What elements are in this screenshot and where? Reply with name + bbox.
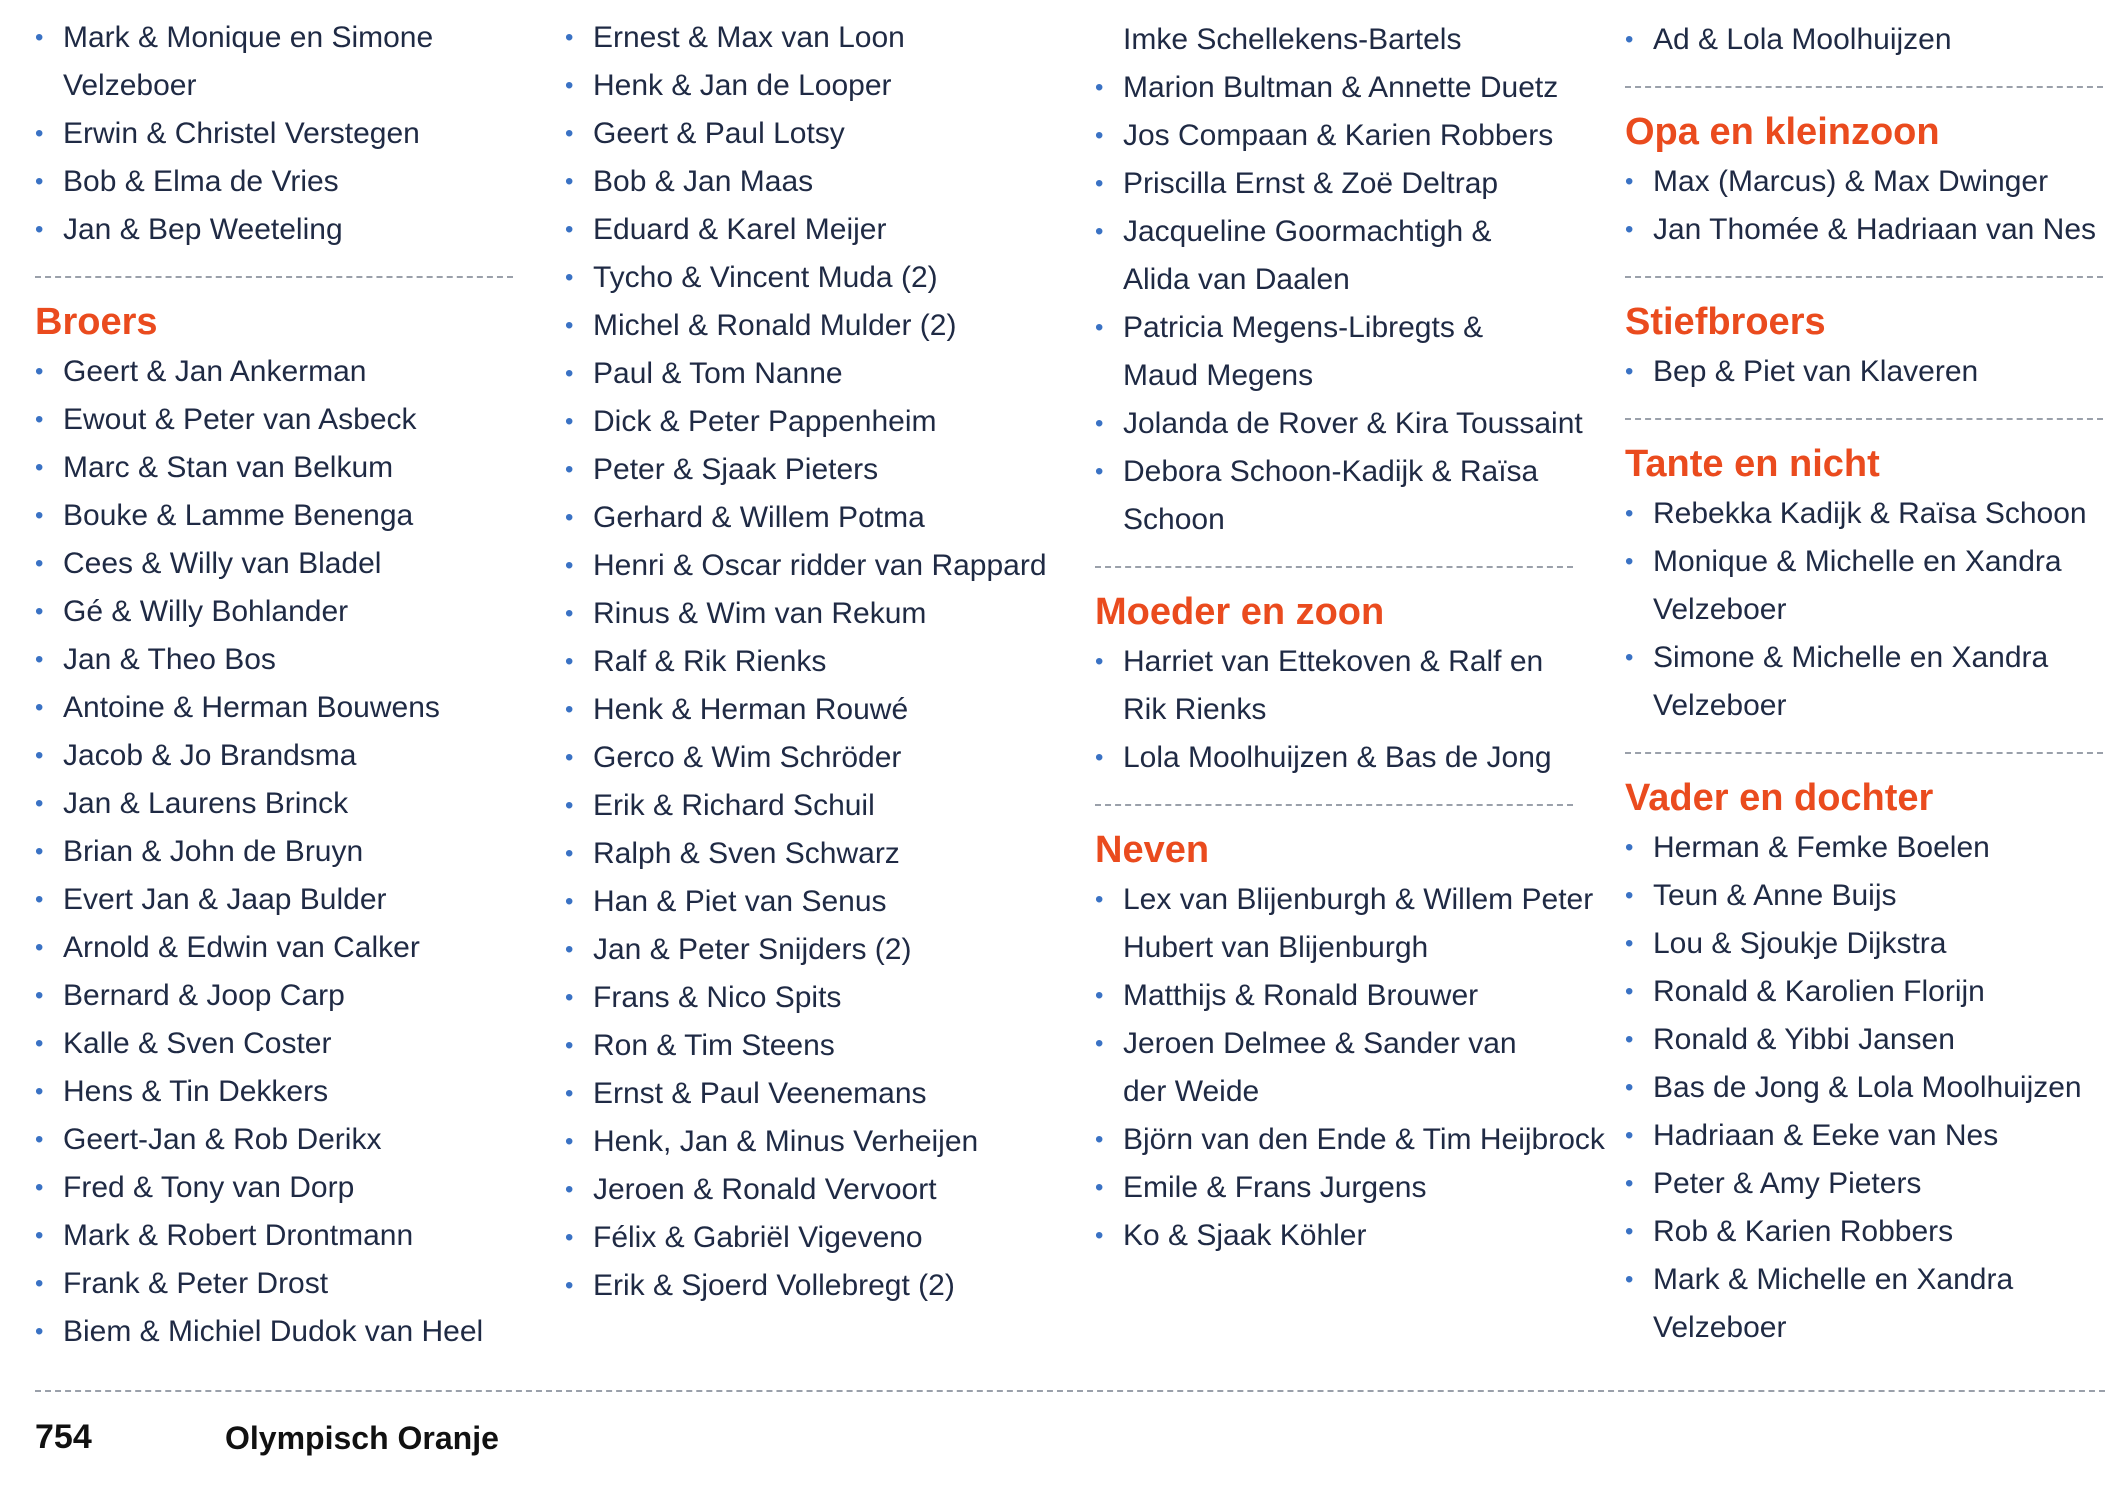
- list-item: • Jan & Peter Snijders (2): [565, 926, 1055, 974]
- list-item: • Jan & Bep Weeteling: [35, 206, 515, 254]
- publication-title: Olympisch Oranje: [225, 1420, 499, 1456]
- divider: [1095, 566, 1573, 568]
- list-item: • Priscilla Ernst & Zoë Deltrap: [1095, 160, 1585, 208]
- list-item: • Jan & Theo Bos: [35, 636, 515, 684]
- section-heading-broers: Broers: [35, 301, 158, 343]
- list-item: • Fred & Tony van Dorp: [35, 1164, 515, 1212]
- list-item: • Rinus & Wim van Rekum: [565, 590, 1055, 638]
- list-item: • Rob & Karien Robbers: [1625, 1208, 2105, 1256]
- list-item: • Geert & Jan Ankerman: [35, 348, 515, 396]
- list-item: • Frank & Peter Drost: [35, 1260, 515, 1308]
- column-3: [1095, 16, 1605, 1260]
- list-item: Velzeboer: [1653, 593, 1787, 626]
- section-heading-moeder-en-zoon: Moeder en zoon: [1095, 591, 1385, 633]
- list-item: • Erik & Richard Schuil: [565, 782, 1055, 830]
- pairs-list: [35, 14, 515, 254]
- divider: [35, 276, 513, 278]
- section-heading-neven: Neven: [1095, 829, 1210, 871]
- list-item: • Ad & Lola Moolhuijzen: [1625, 16, 2105, 64]
- list-item: • Gerhard & Willem Potma: [565, 494, 1055, 542]
- list-item: • Ralf & Rik Rienks: [565, 638, 1055, 686]
- list-item: • Kalle & Sven Coster: [35, 1020, 515, 1068]
- list-item: Rik Rienks: [1123, 693, 1267, 726]
- column-2: [565, 14, 1055, 1310]
- list-item: • Patricia Megens-Libregts &: [1095, 304, 1585, 352]
- list-item: • Jeroen & Ronald Vervoort: [565, 1166, 1055, 1214]
- list-item: • Jos Compaan & Karien Robbers: [1095, 112, 1585, 160]
- list-item: • Jan Thomée & Hadriaan van Nes: [1625, 206, 2105, 254]
- section-heading-vader-en-dochter: Vader en dochter: [1625, 777, 1934, 819]
- list-item: • Debora Schoon-Kadijk & Raïsa: [1095, 448, 1585, 496]
- list-item: • Bouke & Lamme Benenga: [35, 492, 515, 540]
- list-item: • Mark & Michelle en Xandra: [1625, 1256, 2105, 1304]
- divider: [1625, 418, 2103, 420]
- broers-list-continued: [565, 14, 1055, 1310]
- list-item: • Michel & Ronald Mulder (2): [565, 302, 1055, 350]
- list-item: • Eduard & Karel Meijer: [565, 206, 1055, 254]
- list-item: • Ernest & Max van Loon: [565, 14, 1055, 62]
- broers-list: [35, 348, 515, 1356]
- list-item: • Evert Jan & Jaap Bulder: [35, 876, 515, 924]
- list-item: Velzeboer: [1653, 1311, 1787, 1344]
- list-item: • Frans & Nico Spits: [565, 974, 1055, 1022]
- section-heading-tante-en-nicht: Tante en nicht: [1625, 443, 1880, 485]
- list-item: Maud Megens: [1123, 359, 1314, 392]
- list-item: • Simone & Michelle en Xandra: [1625, 634, 2105, 682]
- list-item: • Hadriaan & Eeke van Nes: [1625, 1112, 2105, 1160]
- list-item: • Han & Piet van Senus: [565, 878, 1055, 926]
- list-item: • Henk & Jan de Looper: [565, 62, 1055, 110]
- list-item: • Herman & Femke Boelen: [1625, 824, 2105, 872]
- list-item: • Paul & Tom Nanne: [565, 350, 1055, 398]
- list-item: • Ewout & Peter van Asbeck: [35, 396, 515, 444]
- divider: [1625, 86, 2103, 88]
- section-heading-opa-en-kleinzoon: Opa en kleinzoon: [1625, 111, 1940, 153]
- list-item: der Weide: [1123, 1075, 1260, 1108]
- moeder-en-zoon-list: [1095, 638, 1585, 782]
- page-number: 754: [35, 1418, 92, 1456]
- list-item: • Erik & Sjoerd Vollebregt (2): [565, 1262, 1055, 1310]
- list-item: • Gé & Willy Bohlander: [35, 588, 515, 636]
- list-item: • Jeroen Delmee & Sander van: [1095, 1020, 1585, 1068]
- list-item: Hubert van Blijenburgh: [1123, 931, 1429, 964]
- section-heading-stiefbroers: Stiefbroers: [1625, 301, 1826, 343]
- tante-en-nicht-list: [1625, 490, 2105, 730]
- column-4: [1625, 16, 2105, 1352]
- list-item: • Ralph & Sven Schwarz: [565, 830, 1055, 878]
- neven-list: [1095, 876, 1605, 1260]
- list-item: • Matthijs & Ronald Brouwer: [1095, 972, 1585, 1020]
- list-item: • Monique & Michelle en Xandra: [1625, 538, 2105, 586]
- stiefbroers-list: [1625, 348, 2105, 396]
- list-item: • Tycho & Vincent Muda (2): [565, 254, 1055, 302]
- list-item: • Peter & Amy Pieters: [1625, 1160, 2105, 1208]
- list-item: • Cees & Willy van Bladel: [35, 540, 515, 588]
- list-item: Velzeboer: [1653, 689, 1787, 722]
- list-item: • Mark & Monique en Simone: [35, 14, 515, 62]
- list-item: • Jolanda de Rover & Kira Toussaint: [1095, 400, 1585, 448]
- list-item: • Mark & Robert Drontmann: [35, 1212, 515, 1260]
- list-item: Velzeboer: [63, 69, 197, 102]
- pairs-list: [1625, 16, 2105, 64]
- list-item: • Bob & Jan Maas: [565, 158, 1055, 206]
- list-item: • Ronald & Karolien Florijn: [1625, 968, 2105, 1016]
- list-item: • Jacqueline Goormachtigh &: [1095, 208, 1585, 256]
- list-item: • Jacob & Jo Brandsma: [35, 732, 515, 780]
- list-item: • Lola Moolhuijzen & Bas de Jong: [1095, 734, 1585, 782]
- list-item: • Max (Marcus) & Max Dwinger: [1625, 158, 2105, 206]
- divider: [1625, 752, 2103, 754]
- list-item: • Biem & Michiel Dudok van Heel: [35, 1308, 515, 1356]
- divider: [1095, 804, 1573, 806]
- list-item: • Teun & Anne Buijs: [1625, 872, 2105, 920]
- list-item: • Ronald & Yibbi Jansen: [1625, 1016, 2105, 1064]
- list-item: • Ko & Sjaak Köhler: [1095, 1212, 1585, 1260]
- list-item: • Arnold & Edwin van Calker: [35, 924, 515, 972]
- list-item: • Ron & Tim Steens: [565, 1022, 1055, 1070]
- vader-en-dochter-list: [1625, 824, 2105, 1352]
- list-item: • Lou & Sjoukje Dijkstra: [1625, 920, 2105, 968]
- list-item: • Bas de Jong & Lola Moolhuijzen: [1625, 1064, 2105, 1112]
- list-item: • Björn van den Ende & Tim Heijbrock: [1095, 1116, 1585, 1164]
- list-item: • Brian & John de Bruyn: [35, 828, 515, 876]
- opa-en-kleinzoon-list: [1625, 158, 2105, 254]
- list-item: • Marion Bultman & Annette Duetz: [1095, 64, 1585, 112]
- list-item: • Ernst & Paul Veenemans: [565, 1070, 1055, 1118]
- list-item: • Bep & Piet van Klaveren: [1625, 348, 2105, 396]
- list-item: Schoon: [1123, 503, 1225, 536]
- list-item: • Jan & Laurens Brinck: [35, 780, 515, 828]
- list-item: • Erwin & Christel Verstegen: [35, 110, 515, 158]
- footer-divider: [35, 1390, 2105, 1392]
- list-item: • Emile & Frans Jurgens: [1095, 1164, 1585, 1212]
- pairs-list: [1095, 16, 1585, 544]
- list-item: • Marc & Stan van Belkum: [35, 444, 515, 492]
- list-item: • Geert & Paul Lotsy: [565, 110, 1055, 158]
- list-item: Imke Schellekens-Bartels: [1123, 23, 1462, 56]
- list-item: • Félix & Gabriël Vigeveno: [565, 1214, 1055, 1262]
- list-item: Alida van Daalen: [1123, 263, 1350, 296]
- list-item: • Antoine & Herman Bouwens: [35, 684, 515, 732]
- list-item: • Rebekka Kadijk & Raïsa Schoon: [1625, 490, 2105, 538]
- list-item: • Geert-Jan & Rob Derikx: [35, 1116, 515, 1164]
- list-item: • Hens & Tin Dekkers: [35, 1068, 515, 1116]
- list-item: • Harriet van Ettekoven & Ralf en: [1095, 638, 1585, 686]
- list-item: • Bernard & Joop Carp: [35, 972, 515, 1020]
- list-item: • Henk, Jan & Minus Verheijen: [565, 1118, 1055, 1166]
- list-item: • Henri & Oscar ridder van Rappard: [565, 542, 1055, 590]
- list-item: • Henk & Herman Rouwé: [565, 686, 1055, 734]
- list-item: • Dick & Peter Pappenheim: [565, 398, 1055, 446]
- list-item: • Gerco & Wim Schröder: [565, 734, 1055, 782]
- divider: [1625, 276, 2103, 278]
- list-item: • Peter & Sjaak Pieters: [565, 446, 1055, 494]
- column-1: [35, 14, 515, 1356]
- list-item: • Lex van Blijenburgh & Willem Peter: [1095, 876, 1585, 924]
- list-item: • Bob & Elma de Vries: [35, 158, 515, 206]
